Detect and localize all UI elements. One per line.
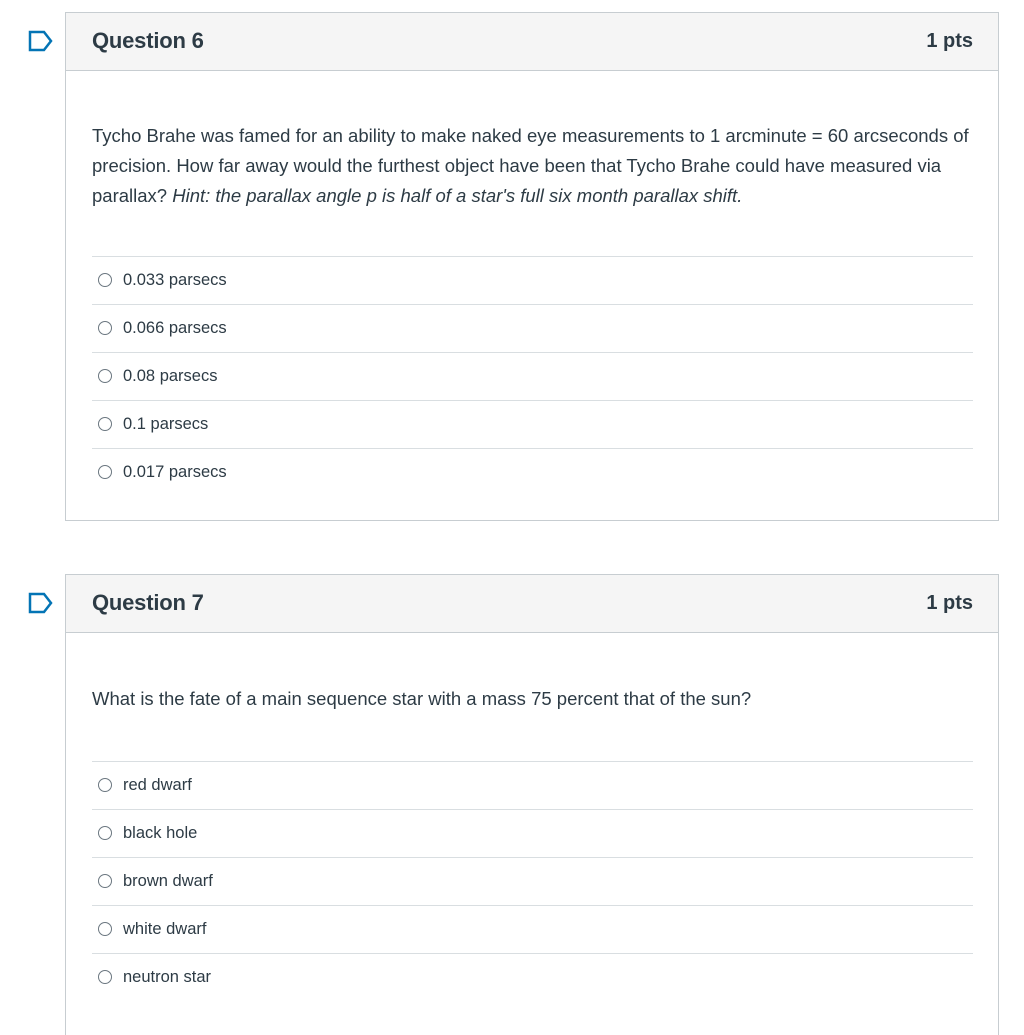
answer-label: 0.08 parsecs [123, 367, 218, 385]
question-points: 1 pts [926, 592, 973, 614]
question-text: Tycho Brahe was famed for an ability to make naked eye measurements to 1 arcminute = 60 arcseconds of precision. How far away would the furthest object have been that Tycho Brahe could have measured via parallax? Hint: the parallax angle p is half of a star's full six month parallax shift. [92, 125, 969, 206]
answer-option[interactable] [92, 954, 973, 1001]
radio-unselected-icon[interactable] [98, 417, 112, 431]
question-card [65, 574, 999, 1035]
answer-label: red dwarf [123, 776, 192, 794]
question-header [66, 575, 998, 633]
radio-unselected-icon[interactable] [98, 465, 112, 479]
question-title: Question 7 [92, 590, 204, 615]
answer-option[interactable] [92, 401, 973, 449]
answer-option[interactable] [92, 353, 973, 401]
flag-question-icon[interactable] [28, 592, 54, 614]
answer-list [92, 256, 973, 496]
answer-option[interactable] [92, 257, 973, 305]
question-text: What is the fate of a main sequence star with a mass 75 percent that of the sun? [92, 688, 752, 709]
question-points: 1 pts [926, 30, 973, 52]
question-hint: Hint: the parallax angle p is half of a star's full six month parallax shift. [172, 185, 743, 206]
answer-label: 0.1 parsecs [123, 415, 209, 433]
answer-label: 0.017 parsecs [123, 463, 227, 481]
radio-unselected-icon[interactable] [98, 778, 112, 792]
radio-unselected-icon[interactable] [98, 922, 112, 936]
answer-label: 0.066 parsecs [123, 319, 227, 337]
answer-label: brown dwarf [123, 872, 213, 890]
answer-label: black hole [123, 824, 198, 842]
flag-question-icon[interactable] [28, 30, 54, 52]
radio-unselected-icon[interactable] [98, 321, 112, 335]
question-header [66, 13, 998, 71]
question-title: Question 6 [92, 28, 204, 53]
radio-unselected-icon[interactable] [98, 273, 112, 287]
answer-option[interactable] [92, 858, 973, 906]
radio-unselected-icon[interactable] [98, 369, 112, 383]
radio-unselected-icon[interactable] [98, 826, 112, 840]
question-card [65, 12, 999, 521]
answer-label: 0.033 parsecs [123, 271, 227, 289]
radio-unselected-icon[interactable] [98, 874, 112, 888]
answer-list [92, 761, 973, 1001]
answer-label: neutron star [123, 968, 212, 986]
radio-unselected-icon[interactable] [98, 970, 112, 984]
answer-option[interactable] [92, 449, 973, 496]
answer-option[interactable] [92, 810, 973, 858]
answer-option[interactable] [92, 305, 973, 353]
answer-option[interactable] [92, 906, 973, 954]
answer-label: white dwarf [123, 920, 207, 938]
answer-option[interactable] [92, 762, 973, 810]
